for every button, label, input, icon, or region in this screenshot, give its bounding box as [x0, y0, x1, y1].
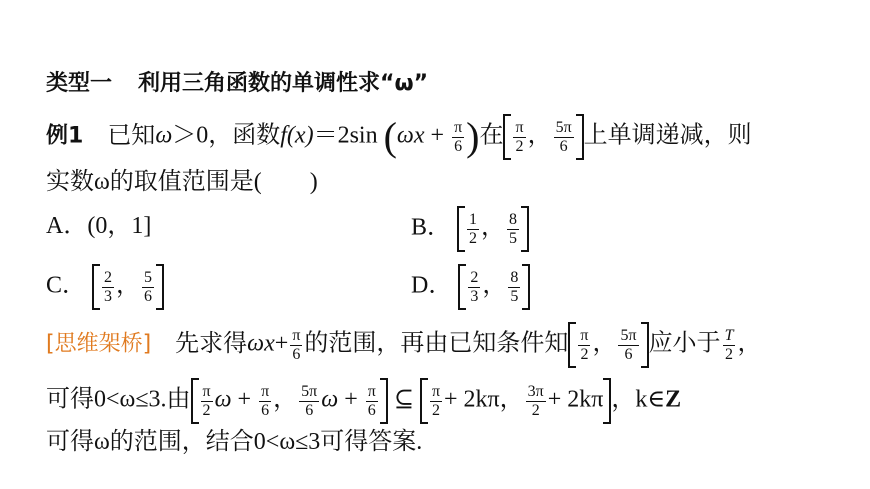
section-title	[46, 68, 428, 100]
stem-text: 上单调递减，则	[583, 122, 752, 149]
option-a-value: (0，1]	[87, 213, 152, 239]
option-b: B． $\frac{1}{2}$ ， $\frac{8}{5}$	[411, 206, 529, 252]
bridge-line-3: 可得ω的范围，结合0<ω≤3可得答案.	[46, 429, 423, 455]
option-c-label: C．	[46, 272, 87, 299]
stem-text: 已知	[107, 122, 156, 149]
bridge-tag: [思维架桥]	[46, 331, 152, 357]
omega-symbol: ω	[155, 122, 173, 149]
option-d: D． $\frac{2}{3}$ ， $\frac{8}{5}$	[411, 264, 530, 310]
bracket-left	[503, 114, 511, 160]
stem-text: ＝2sin	[313, 122, 378, 149]
option-a	[46, 210, 151, 242]
plus-sign: +	[430, 122, 445, 149]
example-line-1: 例1 已知ω＞0，函数f(x)＝2sin (ωx + $\frac{\pi}{6}$ )在 $\frac{\pi}{2}$ ， $\frac{5\pi}{6}$ 上单调递减，则	[46, 114, 752, 159]
option-a-label: A．	[46, 213, 88, 239]
bridge-line-2: 可得0<ω≤3.由 $\frac{\pi}{2}$ ω + $\frac{\pi}{6}$ ， $\frac{5\pi}{6}$ ω + $\frac{\pi}{6}$ ⊆ $\frac{\pi}{2}$ + 2kπ， $\frac{3\pi}{2}$ + 2kπ ，k∈Z	[46, 378, 681, 424]
bridge-line-1: [思维架桥] 先求得ωx+ $\frac{\pi}{6}$ 的范围，再由已知条件知 $\frac{\pi}{2}$ ， $\frac{5\pi}{6}$ 应小于 $\frac{T}{2}$ ，	[46, 322, 761, 368]
omega-x: ωx	[396, 122, 425, 149]
example-label: 例1	[46, 123, 84, 149]
stem-text: ＞0，函数	[172, 122, 281, 149]
option-d-label: D．	[411, 272, 453, 299]
fraction: $\frac{\pi}{6}$	[454, 118, 463, 155]
type-topic: 利用三角函数的单调性求“ω”	[138, 71, 429, 96]
function-name: f(x)	[280, 122, 314, 149]
example-line-2: 实数ω的取值范围是( )	[46, 169, 318, 195]
fraction: $\frac{\pi}{2}$	[515, 118, 524, 155]
option-b-label: B．	[411, 214, 452, 241]
bracket-right	[576, 114, 584, 160]
stem-text: 在	[479, 122, 504, 149]
fraction: $\frac{5\pi}{6}$	[555, 118, 572, 155]
paren-left: (	[383, 114, 397, 159]
option-c: C． $\frac{2}{3}$ ， $\frac{5}{6}$	[46, 264, 164, 310]
paren-right: )	[466, 114, 480, 159]
type-label: 类型一	[46, 71, 113, 96]
